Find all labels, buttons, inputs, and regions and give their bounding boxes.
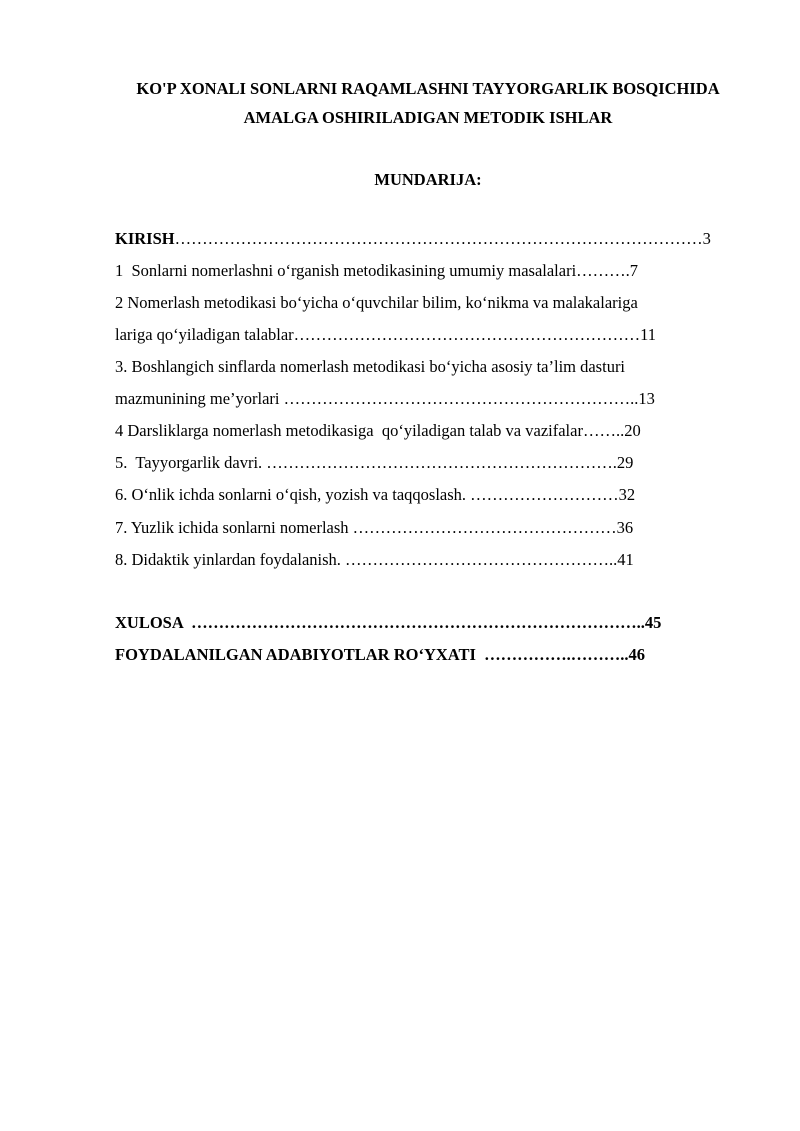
toc-entry-1: 1 Sonlarni nomerlashni o‘rganish metodikasining umumiy masalalari……….7 xyxy=(115,261,639,280)
toc-entry-xulosa: XULOSA ………………………………………………………………………..45 xyxy=(115,613,662,632)
toc-entry-2-line-2: lariga qo‘yiladigan talablar………………………………………………………11 xyxy=(115,325,657,344)
toc-entry-5: 5. Tayyorgarlik davri. ……………………………………………………….29 xyxy=(115,453,634,472)
toc-entry-7: 7. Yuzlik ichida sonlarni nomerlash …………………………………………36 xyxy=(115,518,634,537)
toc-entry-2-line-1: 2 Nomerlash metodikasi bo‘yicha o‘quvchilar bilim, ko‘nikma va malakalariga xyxy=(115,293,638,312)
document-title-line-1: KO'P XONALI SONLARNI RAQAMLASHNI TAYYORGARLIK BOSQICHIDA xyxy=(136,79,720,98)
toc-entry-8: 8. Didaktik yinlardan foydalanish. …………………………………………..41 xyxy=(115,550,634,569)
toc-entry-kirish-label: KIRISH xyxy=(115,229,175,248)
toc-entry-references: FOYDALANILGAN ADABIYOTLAR RO‘YXATI …………….………..46 xyxy=(115,645,646,664)
toc-heading: MUNDARIJA: xyxy=(374,170,482,189)
document-title-line-2: AMALGA OSHIRILADIGAN METODIK ISHLAR xyxy=(243,108,613,127)
toc-entry-3-line-2: mazmunining me’yorlari ………………………………………………………..13 xyxy=(115,389,655,408)
toc-entry-kirish xyxy=(115,222,711,255)
toc-entry-kirish-dots: ……………………………………………………………………………………3 xyxy=(174,229,711,248)
toc-entry-4: 4 Darsliklarga nomerlash metodikasiga qo‘yiladigan talab va vazifalar……..20 xyxy=(115,421,641,440)
toc-entry-6: 6. O‘nlik ichda sonlarni o‘qish, yozish va taqqoslash. ………………………32 xyxy=(115,485,636,504)
toc-entry-3-line-1: 3. Boshlangich sinflarda nomerlash metodikasi bo‘yicha asosiy ta’lim dasturi xyxy=(115,357,626,376)
